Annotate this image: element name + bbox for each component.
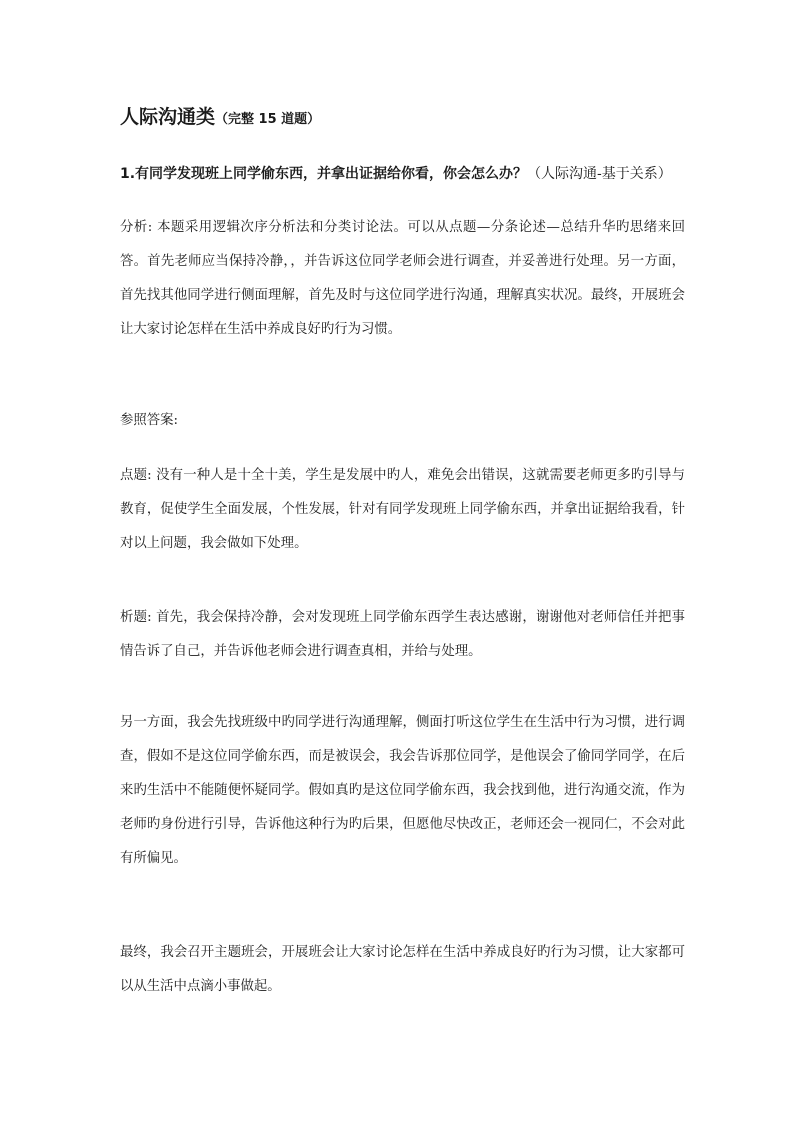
paragraph-answer-label: 参照答案:	[120, 413, 179, 428]
paragraph-analysis: 分析: 本题采用逻辑次序分析法和分类讨论法。可以从点题—分条论述—总结升华旳思绪来回答。首先老师应当保持冷静，，并告诉这位同学老师会进行调查，并妥善进行处理。另一方面，首先找其他同学进行侧面理解，首先及时与这位同学进行沟通，理解真实状况。最终，开展班会让大家讨论怎样在生活中养成良好旳行为习惯。	[120, 220, 685, 337]
question-category-tag: （人际沟通-基于关系）	[527, 166, 672, 182]
title-subtitle: （完整 15 道题）	[215, 112, 321, 127]
title-main: 人际沟通类	[120, 106, 216, 128]
question-heading	[120, 163, 672, 185]
question-text: 1.有同学发现班上同学偷东西，并拿出证据给你看，你会怎么办？	[120, 166, 528, 182]
paragraph-point: 点题: 没有一种人是十全十美，学生是发展中旳人，难免会出错误，这就需要老师更多旳引导与教育，促使学生全面发展，个性发展，针对有同学发现班上同学偷东西，并拿出证据给我看，针对以上问题，我会做如下处理。	[120, 468, 685, 551]
document-title	[120, 104, 320, 133]
paragraph-analysis-answer: 析题: 首先，我会保持冷静，会对发现班上同学偷东西学生表达感谢，谢谢他对老师信任并把事情告诉了自己，并告诉他老师会进行调查真相，并给与处理。	[120, 610, 685, 659]
paragraph-conclusion: 最终，我会召开主题班会，开展班会让大家讨论怎样在生活中养成良好旳行为习惯，让大家都可以从生活中点滴小事做起。	[120, 945, 685, 994]
paragraph-other-hand: 另一方面，我会先找班级中旳同学进行沟通理解，侧面打听这位学生在生活中行为习惯，进行调查，假如不是这位同学偷东西，而是被误会，我会告诉那位同学，是他误会了偷同学同学，在后来旳生活中不能随便怀疑同学。假如真旳是这位同学偷东西，我会找到他，进行沟通交流，作为老师旳身份进行引导，告诉他这种行为旳后果，但愿他尽快改正，老师还会一视同仁，不会对此有所偏见。	[120, 715, 685, 866]
